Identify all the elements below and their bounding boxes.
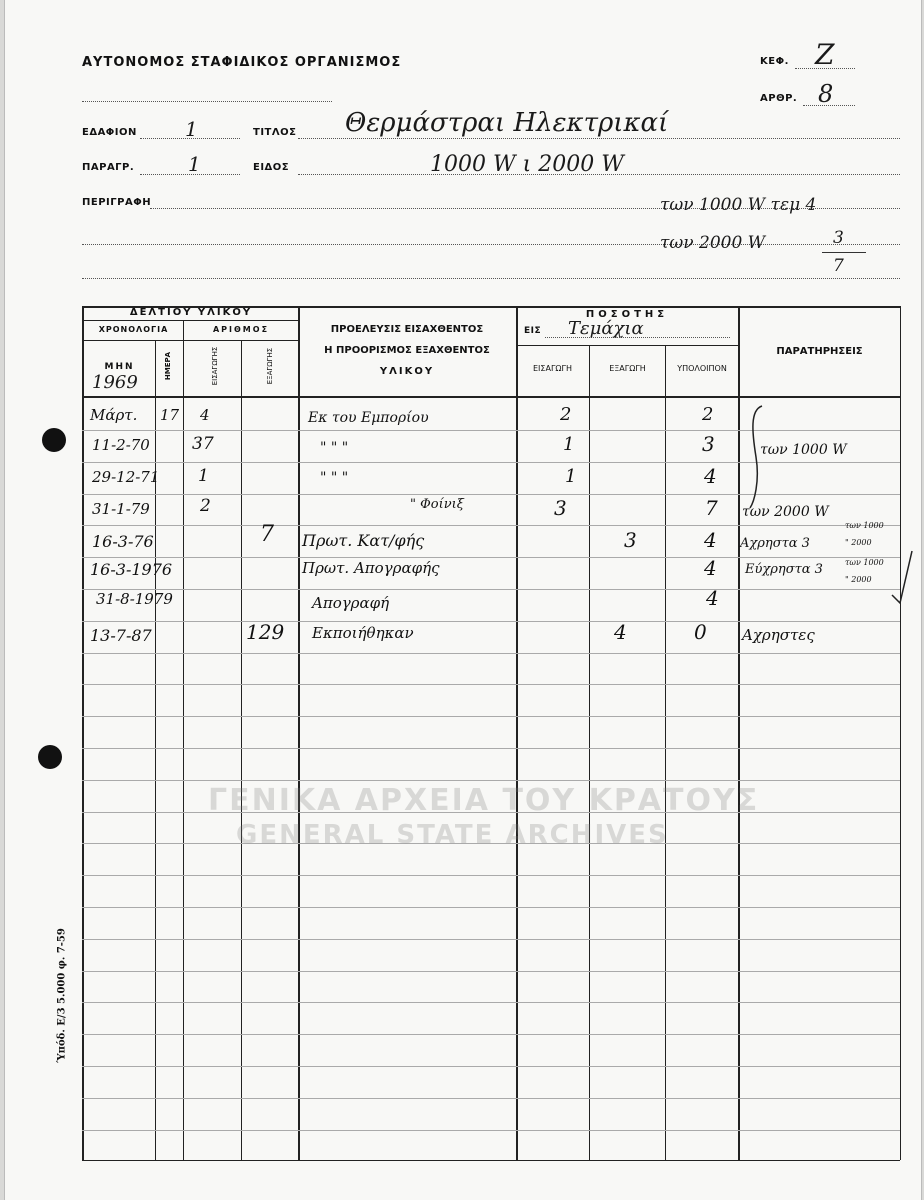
table-header-bottom: [82, 396, 900, 398]
perigrafi-line2-total: 7: [833, 256, 844, 276]
eis-value: Τεμάχια: [568, 318, 644, 339]
col-div-in-out: [589, 345, 590, 1160]
ruled-line: [82, 939, 900, 940]
remarks-mark: [886, 545, 916, 605]
deltio-underline: [82, 320, 298, 321]
note-annotation: " 2000: [845, 538, 872, 547]
ruled-line: [82, 525, 900, 526]
paratiriseis-header: ΠΑΡΑΤΗΡΗΣΕΙΣ: [776, 346, 863, 357]
col-right-border: [900, 306, 901, 1160]
paragr-value: 1: [188, 152, 201, 176]
table-bottom-border: [82, 1160, 900, 1161]
ruled-line: [82, 1002, 900, 1003]
edafion-label: ΕΔΑΦΙΟΝ: [82, 127, 137, 138]
ruled-line: [82, 462, 900, 463]
row-bal: 4: [706, 586, 719, 610]
fraction-bar: [822, 252, 866, 253]
col-div-exag-source: [298, 306, 300, 1160]
row-note: Αχρηστα 3: [740, 536, 810, 551]
ruled-line: [82, 1130, 900, 1131]
proeleusis-header-1: ΠΡΟΕΛΕΥΣΙΣ ΕΙΣΑΧΘΕΝΤΟΣ: [330, 324, 484, 335]
row-exag-no: 7: [260, 522, 274, 547]
punch-hole-top: [42, 428, 66, 452]
row-source: Πρωτ. Κατ/φής: [302, 531, 425, 550]
row-date: 31-1-79: [92, 500, 150, 518]
ruled-line: [82, 907, 900, 908]
note-annotation: " 2000: [845, 575, 872, 584]
kef-value: Z: [815, 38, 835, 71]
ruled-line: [82, 684, 900, 685]
row-eis-no: 1: [198, 466, 209, 486]
watermark-line-2: GENERAL STATE ARCHIVES: [236, 820, 669, 850]
col-div-month-day: [155, 340, 156, 1160]
row-source: " Φοίνιξ: [410, 497, 464, 512]
perigrafi-line2: των 2000 W: [660, 233, 766, 253]
arthro-value: 8: [818, 80, 834, 108]
row-source: Πρωτ. Απογραφής: [302, 559, 440, 577]
row-note: Αχρηστες: [742, 626, 815, 644]
row-date: Μάρτ.: [90, 406, 138, 424]
row-source: Απογραφή: [312, 594, 390, 612]
row-out: 4: [614, 620, 627, 644]
col-div-source-qty: [516, 306, 518, 1160]
deltio-header: ΔΕΛΤΙΟΥ ΥΛΙΚΟΥ: [129, 307, 253, 318]
col-div-out-bal: [665, 345, 666, 1160]
perigrafi-dotted-line-2: [82, 244, 900, 245]
row-bal: 7: [705, 496, 718, 520]
ypoloipon-header: ΥΠΟΛΟΙΠΟΝ: [677, 364, 727, 373]
row-note: των 1000 W: [760, 442, 847, 458]
year-value: 1969: [92, 372, 138, 393]
row-in: 1: [563, 434, 575, 455]
row-date: 31-8-1979: [96, 590, 173, 608]
note-annotation: των 1000: [845, 521, 884, 530]
titlos-dotted-line: [298, 138, 900, 139]
remarks-bracket: [740, 402, 770, 512]
ruled-line: [82, 1098, 900, 1099]
row-in: 1: [565, 466, 577, 487]
row-source: Εκποιήθηκαν: [312, 624, 414, 642]
row-note: των 2000 W: [742, 504, 829, 520]
row-date: 29-12-71: [92, 468, 160, 486]
row-bal: 4: [704, 556, 717, 580]
col-left-border: [82, 306, 84, 1160]
paragr-label: ΠΑΡΑΓΡ.: [82, 162, 135, 173]
arthro-label: ΑΡΘΡ.: [760, 93, 798, 104]
ruled-line: [82, 589, 900, 590]
chronologia-header: ΧΡΟΝΟΛΟΓΙΑ: [98, 325, 169, 334]
row-out: 3: [624, 528, 637, 552]
perigrafi-dotted-line-3: [82, 278, 900, 279]
ruled-line: [82, 748, 900, 749]
exagogi-header: ΕΞΑΓΩΓΗ: [609, 364, 646, 373]
proeleusis-header-3: ΥΛΙΚΟΥ: [379, 366, 435, 377]
ruled-line: [82, 875, 900, 876]
eisagogis-header: ΕΙΣΑΓΩΓΗΣ: [211, 346, 219, 386]
org-dotted-line: [82, 101, 332, 102]
punch-hole-bottom: [38, 745, 62, 769]
edafion-value: 1: [185, 117, 198, 141]
row-bal: 3: [702, 432, 715, 456]
row-in: 2: [560, 404, 572, 425]
arithmos-header: ΑΡΙΘΜΟΣ: [212, 325, 270, 334]
titlos-value: Θερμάστραι Ηλεκτρικαί: [345, 108, 669, 138]
row-bal: 4: [704, 528, 717, 552]
ruled-line: [82, 653, 900, 654]
exagogis-header: ΕΞΑΓΩΓΗΣ: [266, 347, 274, 385]
row-date: 16-3-76: [92, 532, 154, 551]
row-bal: 2: [702, 404, 714, 425]
eis-label: ΕΙΣ: [524, 326, 542, 336]
row-bal: 0: [694, 620, 707, 644]
min-header: ΜΗΝ: [104, 362, 135, 372]
row-source: " " ": [320, 440, 349, 456]
kef-label: ΚΕΦ.: [760, 56, 789, 67]
posotis-underline: [516, 345, 738, 346]
ruled-line: [82, 430, 900, 431]
row-note: Εύχρηστα 3: [745, 562, 823, 577]
ruled-line: [82, 494, 900, 495]
imera-header: ΗΜΕΡΑ: [164, 351, 172, 381]
perigrafi-line2-num: 3: [833, 228, 844, 248]
eidos-label: ΕΙΔΟΣ: [253, 162, 290, 173]
row-in: 3: [554, 496, 567, 520]
ruled-line: [82, 1034, 900, 1035]
row-day: 17: [160, 406, 180, 424]
row-source: Εκ του Εμπορίου: [308, 410, 429, 426]
row-source: " " ": [320, 470, 349, 486]
row-eis-no: 2: [200, 496, 211, 516]
ruled-line: [82, 971, 900, 972]
row-exag-no: 129: [246, 620, 285, 644]
eisagogi-header: ΕΙΣΑΓΩΓΗ: [533, 364, 572, 373]
row-eis-no: 4: [200, 406, 210, 424]
proeleusis-header-2: Η ΠΡΟΟΡΙΣΜΟΣ ΕΞΑΧΘΕΝΤΟΣ: [324, 345, 490, 356]
posotis-header: ΠΟΣΟΤΗΣ: [585, 309, 669, 320]
perigrafi-line1: των 1000 W τεμ 4: [660, 195, 817, 215]
watermark-line-1: ΓΕΝΙΚΑ ΑΡΧΕΙΑ ΤΟΥ ΚΡΑΤΟΥΣ: [208, 783, 760, 818]
form-side-print: Ύπόδ. Ε/3 5.000 φ. 7-59: [56, 928, 68, 1063]
col-div-day-eis: [183, 340, 184, 1160]
row-bal: 4: [704, 464, 717, 488]
ruled-line: [82, 1066, 900, 1067]
note-annotation: των 1000: [845, 558, 884, 567]
perigrafi-label: ΠΕΡΙΓΡΑΦΗ: [82, 197, 152, 208]
ruled-line: [82, 716, 900, 717]
col-div-eis-exag: [241, 340, 242, 1160]
ruled-line: [82, 780, 900, 781]
row-eis-no: 37: [192, 434, 214, 454]
eidos-value: 1000 W ι 2000 W: [430, 152, 624, 177]
row-date: 13-7-87: [90, 626, 152, 645]
row-date: 11-2-70: [92, 436, 150, 454]
titlos-label: ΤΙΤΛΟΣ: [253, 127, 297, 138]
row-date: 16-3-1976: [90, 560, 173, 579]
organization-title: ΑΥΤΟΝΟΜΟΣ ΣΤΑΦΙΔΙΚΟΣ ΟΡΓΑΝΙΣΜΟΣ: [82, 55, 402, 70]
ruled-line: [82, 621, 900, 622]
ruled-line: [82, 557, 900, 558]
